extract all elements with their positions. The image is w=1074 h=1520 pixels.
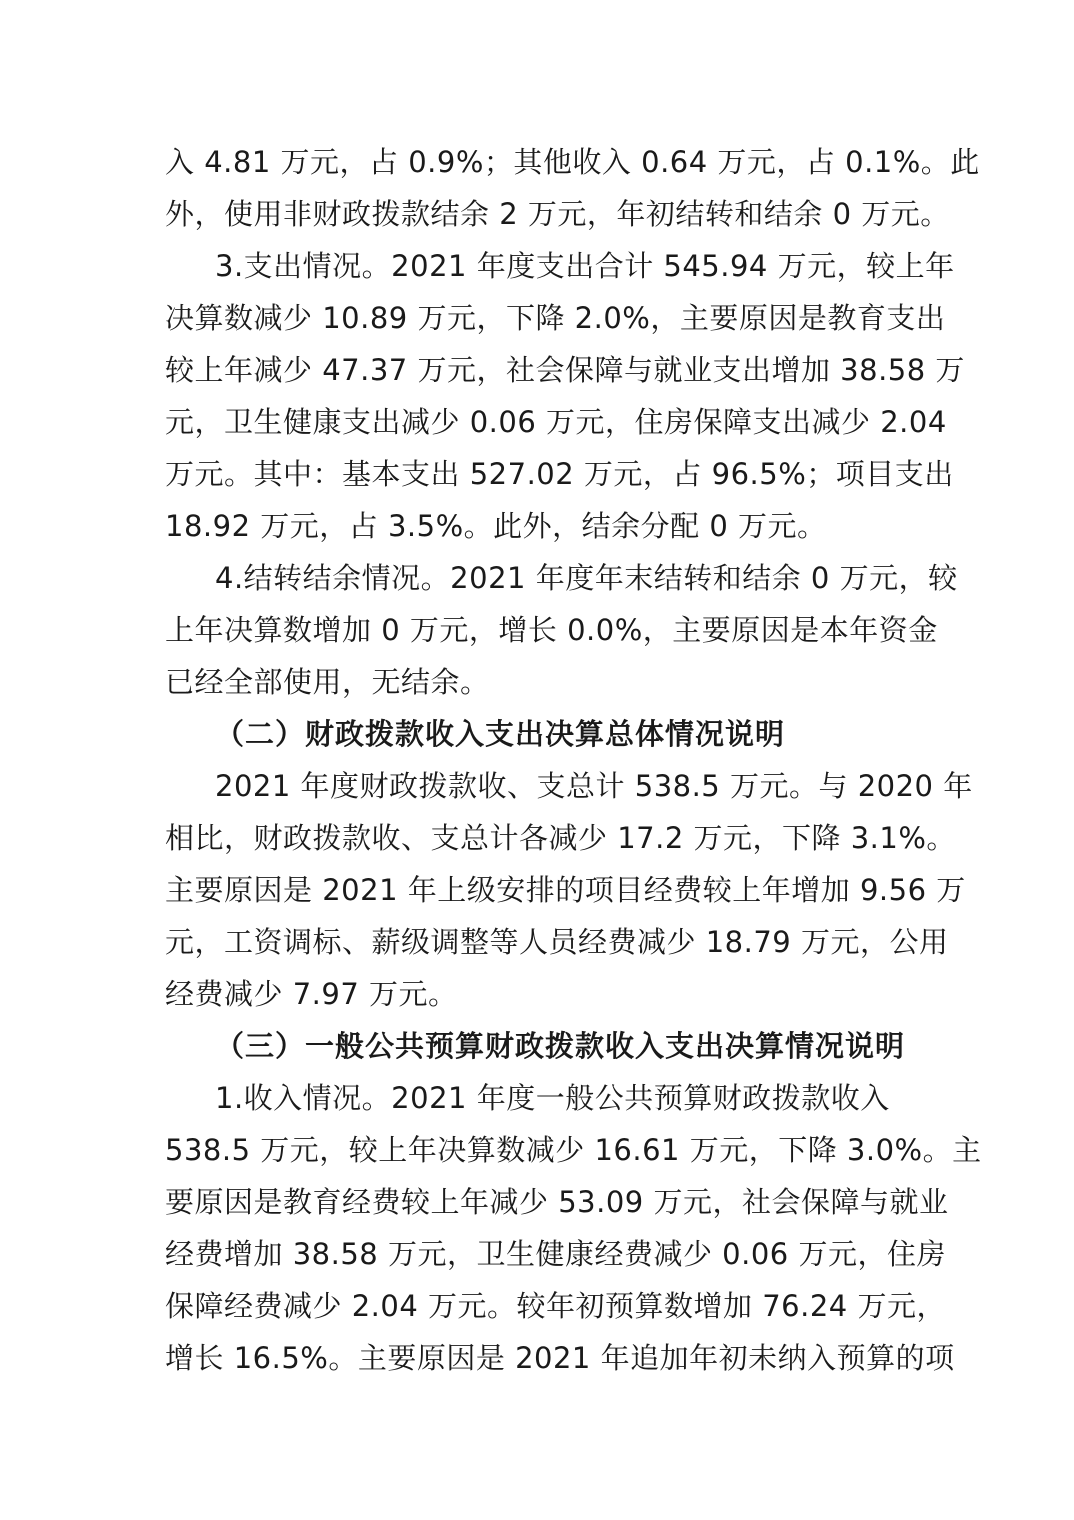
text-line: 3.支出情况。2021 年度支出合计 545.94 万元，较上年 — [215, 249, 955, 283]
text-line: 上年决算数增加 0 万元，增长 0.0%，主要原因是本年资金 — [165, 613, 938, 647]
text-line: 元，卫生健康支出减少 0.06 万元，住房保障支出减少 2.04 — [165, 405, 947, 439]
text-line: 538.5 万元，较上年决算数减少 16.61 万元，下降 3.0%。主 — [165, 1133, 982, 1167]
section-heading: （三）一般公共预算财政拨款收入支出决算情况说明 — [215, 1029, 906, 1063]
text-line: 已经全部使用，无结余。 — [165, 665, 490, 699]
text-line: 4.结转结余情况。2021 年度年末结转和结余 0 万元，较 — [215, 561, 958, 595]
text-line: 经费减少 7.97 万元。 — [165, 977, 458, 1011]
text-line: 经费增加 38.58 万元，卫生健康经费减少 0.06 万元，住房 — [165, 1237, 946, 1271]
text-line: 决算数减少 10.89 万元，下降 2.0%，主要原因是教育支出 — [165, 301, 946, 335]
text-line: 元，工资调标、薪级调整等人员经费减少 18.79 万元，公用 — [165, 925, 949, 959]
text-line: 入 4.81 万元，占 0.9%；其他收入 0.64 万元，占 0.1%。此 — [165, 145, 980, 179]
text-line: 18.92 万元，占 3.5%。此外，结余分配 0 万元。 — [165, 509, 827, 543]
text-line: 外，使用非财政拨款结余 2 万元，年初结转和结余 0 万元。 — [165, 197, 950, 231]
text-line: 1.收入情况。2021 年度一般公共预算财政拨款收入 — [215, 1081, 890, 1115]
section-heading: （二）财政拨款收入支出决算总体情况说明 — [215, 717, 786, 751]
text-line: 万元。其中：基本支出 527.02 万元，占 96.5%；项目支出 — [165, 457, 954, 491]
text-line: 增长 16.5%。主要原因是 2021 年追加年初未纳入预算的项 — [165, 1341, 955, 1375]
text-line: 要原因是教育经费较上年减少 53.09 万元，社会保障与就业 — [165, 1185, 949, 1219]
text-line: 主要原因是 2021 年上级安排的项目经费较上年增加 9.56 万 — [165, 873, 966, 907]
text-line: 2021 年度财政拨款收、支总计 538.5 万元。与 2020 年 — [215, 769, 973, 803]
text-line: 较上年减少 47.37 万元，社会保障与就业支出增加 38.58 万 — [165, 353, 965, 387]
text-line: 相比，财政拨款收、支总计各减少 17.2 万元，下降 3.1%。 — [165, 821, 956, 855]
text-line: 保障经费减少 2.04 万元。较年初预算数增加 76.24 万元， — [165, 1289, 946, 1323]
